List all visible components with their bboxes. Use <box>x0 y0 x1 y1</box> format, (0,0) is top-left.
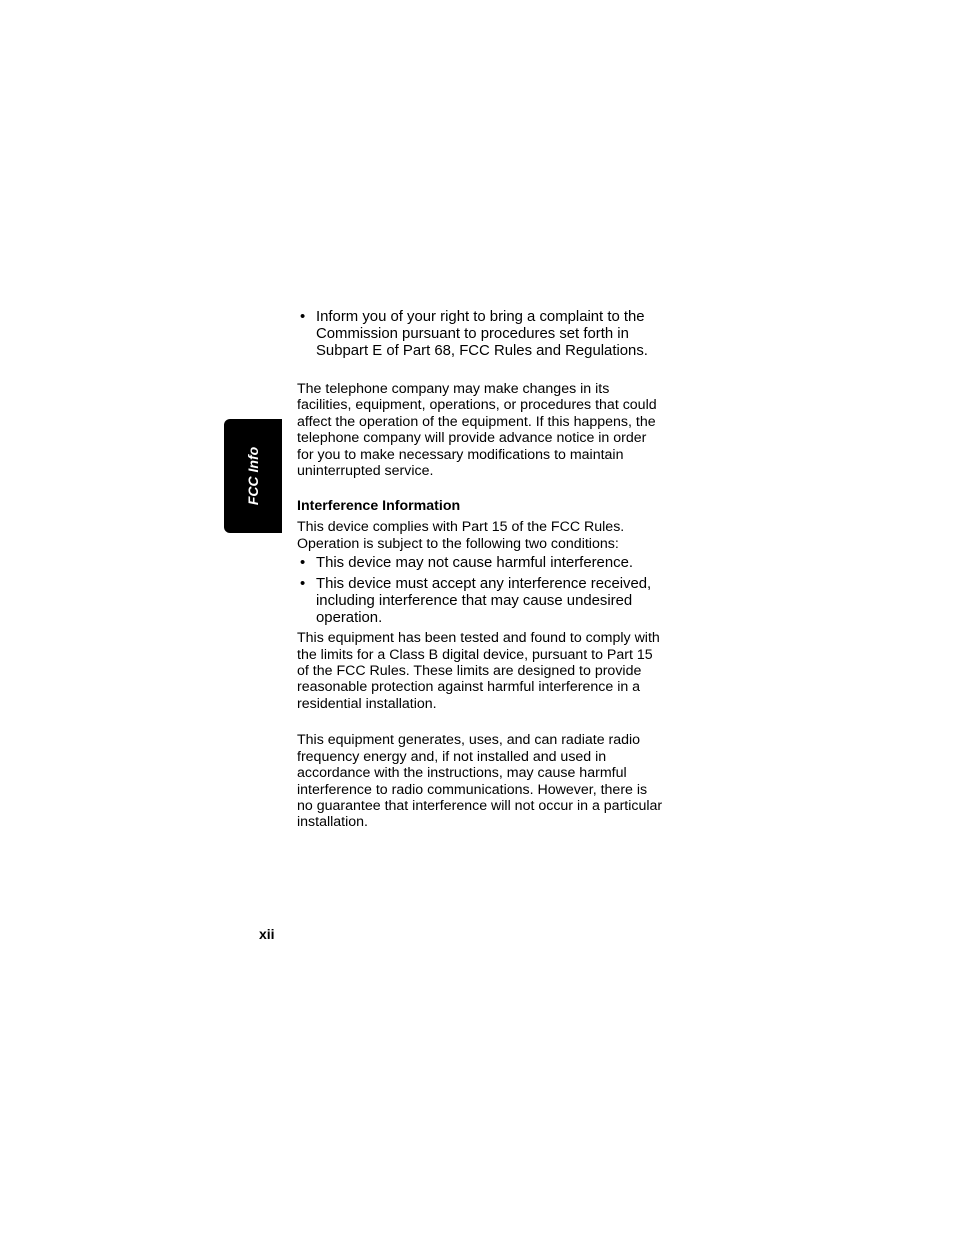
interference-heading: Interference Information <box>297 498 461 515</box>
list-item <box>297 576 663 627</box>
bullet-icon: • <box>300 576 306 593</box>
complaint-bullet-list <box>297 309 663 360</box>
bullet-text: Inform you of your right to bring a complaint to the Commission pursuant to procedures set forth in Subpart E of Part 68, FCC Rules and Regulations. <box>316 309 648 359</box>
list-item <box>297 555 663 572</box>
page-number: xii <box>259 926 275 942</box>
list-item <box>297 309 663 360</box>
section-tab <box>224 419 282 533</box>
page-content <box>297 309 663 831</box>
telephone-company-paragraph: The telephone company may make changes in its facilities, equipment, operations, or procedures that could affect the operation of the equipment. If this happens, the telephone company will provide advance notice in order for you to make necessary modifications to maintain uninterrupted service. <box>297 381 657 480</box>
conditions-bullet-list <box>297 555 663 627</box>
bullet-icon: • <box>300 309 306 325</box>
interference-intro-paragraph: This device complies with Part 15 of the FCC Rules. Operation is subject to the following two conditions: <box>297 519 625 552</box>
bullet-icon: • <box>300 555 306 572</box>
bullet-text: This device must accept any interference received, including interference that may cause undesired operation. <box>316 576 652 627</box>
class-b-paragraph: This equipment has been tested and found to comply with the limits for a Class B digital device, pursuant to Part 15 of the FCC Rules. These limits are designed to provide reasonable protection against harmful interference in a residential installation. <box>297 630 660 712</box>
section-tab-label: FCC Info <box>245 446 261 506</box>
bullet-text: This device may not cause harmful interference. <box>316 555 633 572</box>
radio-frequency-paragraph: This equipment generates, uses, and can radiate radio frequency energy and, if not installed and used in accordance with the instructions, may cause harmful interference to radio communications. However, there is no guarantee that interference will not occur in a particular installation. <box>297 732 663 831</box>
